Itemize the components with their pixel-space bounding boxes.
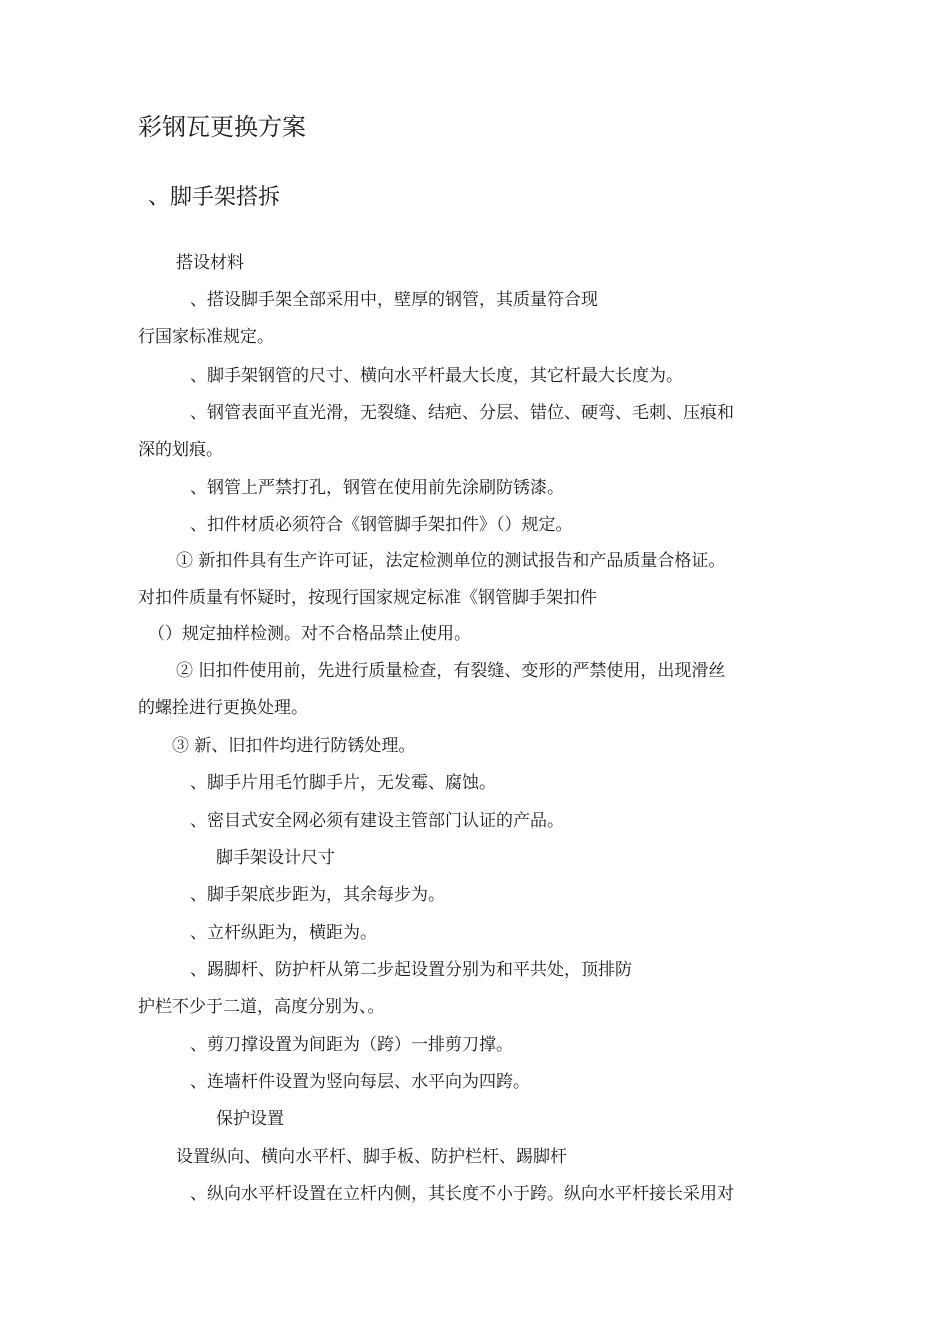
document-title: 彩钢瓦更换方案 <box>138 113 306 141</box>
paragraph-line: 、钢管上严禁打孔，钢管在使用前先涂刷防锈漆。 <box>190 478 564 498</box>
paragraph-line: 对扣件质量有怀疑时，按现行国家规定标准《钢管脚手架扣件 <box>138 588 597 608</box>
paragraph-line: 、脚手架底步距为，其余每步为。 <box>190 885 445 905</box>
subheading-design-size: 脚手架设计尺寸 <box>216 848 335 868</box>
subheading-materials: 搭设材料 <box>176 253 244 273</box>
section-heading: 、脚手架搭拆 <box>148 185 281 210</box>
paragraph-line: 、扣件材质必须符合《钢管脚手架扣件》（）规定。 <box>190 515 573 535</box>
paragraph-line: ③ 新、旧扣件均进行防锈处理。 <box>172 736 416 756</box>
paragraph-line: ② 旧扣件使用前，先进行质量检查，有裂缝、变形的严禁使用，出现滑丝 <box>176 661 726 681</box>
paragraph-line: 、剪刀撑设置为间距为（跨）一排剪刀撑。 <box>190 1035 513 1055</box>
subheading-protection: 保护设置 <box>216 1109 284 1129</box>
paragraph-line: 、脚手架钢管的尺寸、横向水平杆最大长度，其它杆最大长度为。 <box>190 366 683 386</box>
paragraph-line: 、搭设脚手架全部采用中，壁厚的钢管，其质量符合现 <box>190 290 598 310</box>
paragraph-line: 、踢脚杆、防护杆从第二步起设置分别为和平共处，顶排防 <box>190 960 632 980</box>
paragraph-line: 、钢管表面平直光滑，无裂缝、结疤、分层、错位、硬弯、毛刺、压痕和 <box>190 403 734 423</box>
paragraph-line: 设置纵向、横向水平杆、脚手板、防护栏杆、踢脚杆 <box>176 1147 567 1167</box>
paragraph-line: （）规定抽样检测。对不合格品禁止使用。 <box>148 624 471 644</box>
paragraph-line: 、纵向水平杆设置在立杆内侧，其长度不小于跨。纵向水平杆接长采用对 <box>190 1184 734 1204</box>
paragraph-line: 、脚手片用毛竹脚手片，无发霉、腐蚀。 <box>190 773 496 793</box>
paragraph-line: 深的划痕。 <box>138 440 223 460</box>
paragraph-line: 行国家标准规定。 <box>138 327 274 347</box>
paragraph-line: ① 新扣件具有生产许可证，法定检测单位的测试报告和产品质量合格证。 <box>176 551 726 571</box>
paragraph-line: 护栏不少于二道，高度分别为、。 <box>138 997 385 1017</box>
paragraph-line: 、密目式安全网必须有建设主管部门认证的产品。 <box>190 811 564 831</box>
paragraph-line: 的螺拴进行更换处理。 <box>138 698 308 718</box>
paragraph-line: 、连墙杆件设置为竖向每层、水平向为四跨。 <box>190 1072 530 1092</box>
paragraph-line: 、立杆纵距为，横距为。 <box>190 923 377 943</box>
